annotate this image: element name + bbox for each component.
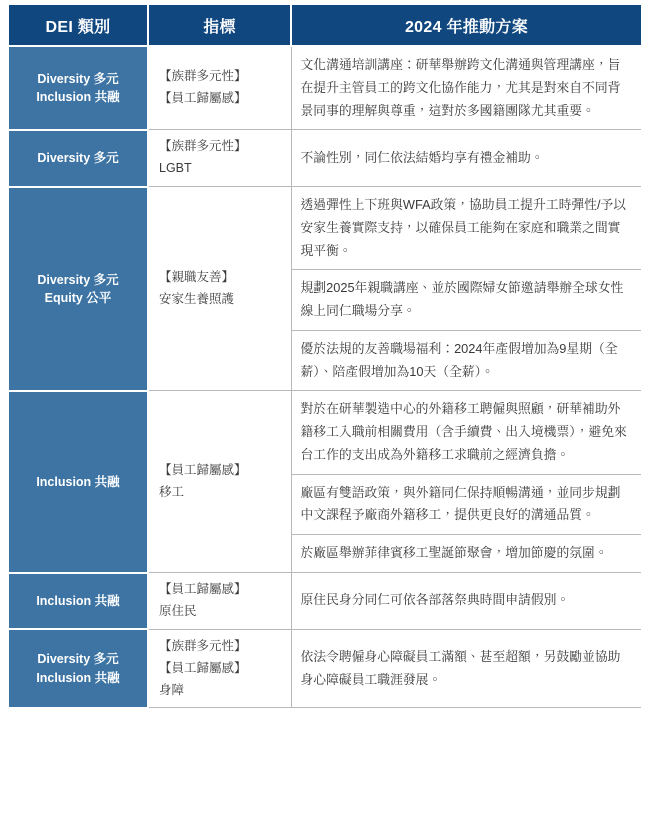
indicator-line: 【族群多元性】 [159, 69, 247, 84]
cell-indicator [148, 629, 291, 708]
column-header-dei-category: DEI 類別 [9, 5, 148, 46]
indicator-line: 安家生養照護 [159, 291, 235, 306]
dei-category-line: Diversity 多元 [37, 272, 119, 287]
table-header [9, 5, 641, 46]
cell-action-plan: 文化溝通培訓講座：研華舉辦跨文化溝通與管理講座，旨在提升主管員工的跨文化協作能力，尤其是對來自不同背景同事的理解與尊重，這對於多國籍團隊尤其重要。 [291, 46, 641, 130]
dei-category-line: Diversity 多元 [37, 151, 119, 166]
dei-category-line: Diversity 多元 [37, 652, 119, 667]
indicator-line: 【員工歸屬感】 [159, 462, 247, 477]
cell-dei-category [9, 573, 148, 630]
cell-indicator [148, 130, 291, 187]
cell-dei-category [9, 130, 148, 187]
table-body [9, 46, 641, 708]
indicator-line: 移工 [159, 484, 185, 499]
cell-action-plan: 規劃2025年親職講座、並於國際婦女節邀請舉辦全球女性線上同仁職場分享。 [291, 270, 641, 331]
cell-action-plan: 優於法規的友善職場福利：2024年產假增加為9星期（全薪）、陪產假增加為10天（全薪）。 [291, 330, 641, 391]
table-row [9, 391, 641, 474]
cell-action-plan: 原住民身分同仁可依各部落祭典時間申請假別。 [291, 573, 641, 630]
indicator-line: 【員工歸屬感】 [159, 91, 247, 106]
indicator-line: 身障 [159, 682, 185, 697]
cell-indicator [148, 573, 291, 630]
dei-category-line: Equity 公平 [44, 290, 112, 305]
table-row [9, 629, 641, 708]
table-row [9, 187, 641, 270]
cell-dei-category [9, 187, 148, 391]
cell-action-plan: 透過彈性上下班與WFA政策，協助員工提升工時彈性/予以安家生養實際支持，以確保員工能夠在家庭和職業之間實現平衡。 [291, 187, 641, 270]
indicator-line: 【族群多元性】 [159, 139, 247, 154]
table-header-row [9, 5, 641, 46]
column-header-indicator: 指標 [148, 5, 291, 46]
indicator-line: 【親職友善】 [159, 269, 235, 284]
cell-indicator [148, 46, 291, 130]
indicator-line: 【員工歸屬感】 [159, 582, 247, 596]
cell-action-plan: 依法令聘僱身心障礙員工滿額、甚至超額，另鼓勵並協助身心障礙員工職涯發展。 [291, 629, 641, 708]
dei-category-line: Inclusion 共融 [36, 89, 120, 104]
cell-action-plan: 不論性別，同仁依法結婚均享有禮金補助。 [291, 130, 641, 187]
column-header-action-plan-2024: 2024 年推動方案 [291, 5, 641, 46]
indicator-line: LGBT [159, 161, 192, 176]
table-row [9, 130, 641, 187]
cell-indicator [148, 391, 291, 573]
table-row [9, 573, 641, 630]
dei-category-line: Inclusion 共融 [36, 670, 120, 685]
indicator-line: 原住民 [159, 603, 197, 618]
cell-dei-category [9, 46, 148, 130]
cell-indicator [148, 187, 291, 391]
cell-action-plan: 廠區有雙語政策，與外籍同仁保持順暢溝通，並同步規劃中文課程予廠商外籍移工，提供更良好的溝通品質。 [291, 474, 641, 535]
dei-category-line: Inclusion 共融 [36, 474, 120, 489]
cell-dei-category [9, 391, 148, 573]
cell-action-plan: 於廠區舉辦菲律賓移工聖誕節聚會，增加節慶的氛圍。 [291, 535, 641, 573]
cell-action-plan: 對於在研華製造中心的外籍移工聘僱與照顧，研華補助外籍移工入職前相關費用（含手續費、出入境機票），避免來台工作的支出成為外籍移工求職前之經濟負擔。 [291, 391, 641, 474]
dei-category-line: Diversity 多元 [37, 71, 119, 86]
indicator-line: 【員工歸屬感】 [159, 660, 247, 675]
indicator-line: 【族群多元性】 [159, 638, 247, 653]
dei-category-line: Inclusion 共融 [36, 593, 120, 608]
table-row [9, 46, 641, 130]
cell-dei-category [9, 629, 148, 708]
dei-initiatives-table [9, 5, 641, 709]
